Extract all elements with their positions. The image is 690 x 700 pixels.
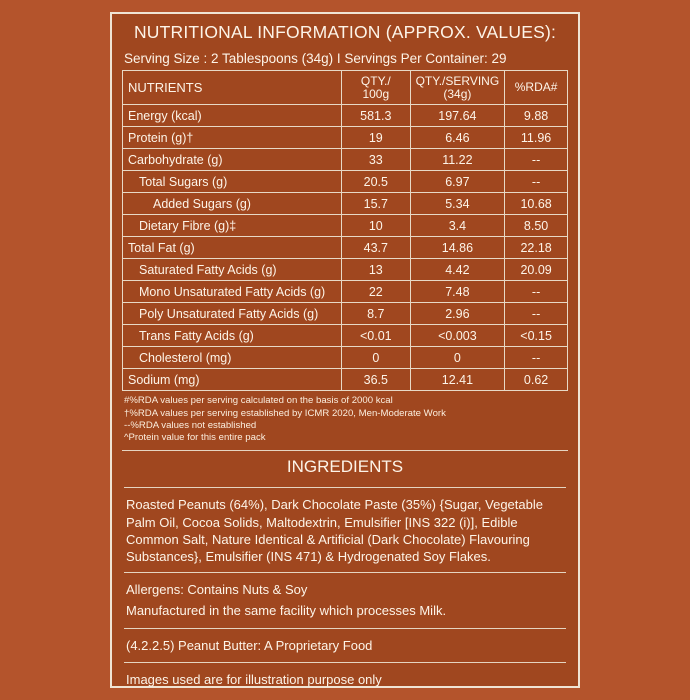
footnote-protein-pack: ^Protein value for this entire pack — [124, 432, 266, 444]
column-header-qty-100g: QTY./ 100g — [342, 71, 411, 105]
cell-qty-serving: 0 — [410, 347, 505, 369]
cell-qty-serving: 2.96 — [410, 303, 505, 325]
cell-rda: 20.09 — [505, 259, 568, 281]
cell-rda: 10.68 — [505, 193, 568, 215]
cell-qty-100g: 8.7 — [342, 303, 411, 325]
cell-rda: -- — [505, 281, 568, 303]
serving-size-text: Serving Size : 2 Tablespoons (34g) I Servings Per Container: 29 — [124, 51, 507, 66]
cell-qty-100g: 22 — [342, 281, 411, 303]
cell-nutrient-name: Saturated Fatty Acids (g) — [123, 259, 342, 281]
cell-qty-serving: 7.48 — [410, 281, 505, 303]
table-row — [123, 281, 568, 303]
table-row — [123, 237, 568, 259]
cell-nutrient-name: Sodium (mg) — [123, 369, 342, 391]
divider-disclaimer — [124, 662, 566, 663]
column-header-qty-serving: QTY./SERVING (34g) — [410, 71, 505, 105]
cell-rda: 9.88 — [505, 105, 568, 127]
table-row — [123, 127, 568, 149]
footnotes — [112, 391, 578, 446]
cell-qty-100g: 33 — [342, 149, 411, 171]
column-header-rda: %RDA# — [505, 71, 568, 105]
cell-nutrient-name: Mono Unsaturated Fatty Acids (g) — [123, 281, 342, 303]
cell-qty-serving: 11.22 — [410, 149, 505, 171]
nutrition-table-body — [123, 105, 568, 391]
table-row — [123, 259, 568, 281]
table-row — [123, 369, 568, 391]
cell-qty-serving: 4.42 — [410, 259, 505, 281]
cell-nutrient-name: Energy (kcal) — [123, 105, 342, 127]
cell-nutrient-name: Total Sugars (g) — [123, 171, 342, 193]
cell-qty-serving: <0.003 — [410, 325, 505, 347]
cell-nutrient-name: Total Fat (g) — [123, 237, 342, 259]
table-row — [123, 325, 568, 347]
table-row — [123, 215, 568, 237]
cell-nutrient-name: Trans Fatty Acids (g) — [123, 325, 342, 347]
cell-rda: 11.96 — [505, 127, 568, 149]
divider-top — [124, 487, 566, 488]
cell-qty-100g: 0 — [342, 347, 411, 369]
allergens-line-2: Manufactured in the same facility which processes Milk. — [126, 603, 447, 619]
cell-nutrient-name: Dietary Fibre (g)‡ — [123, 215, 342, 237]
cell-nutrient-name: Added Sugars (g) — [123, 193, 342, 215]
ingredients-heading: INGREDIENTS — [122, 450, 568, 481]
table-row — [123, 193, 568, 215]
allergens-line-1: Allergens: Contains Nuts & Soy — [126, 581, 308, 597]
cell-nutrient-name: Carbohydrate (g) — [123, 149, 342, 171]
cell-qty-serving: 3.4 — [410, 215, 505, 237]
footnote-rda-basis: #%RDA values per serving calculated on the basis of 2000 kcal — [124, 395, 393, 407]
cell-qty-serving: 6.46 — [410, 127, 505, 149]
cell-nutrient-name: Cholesterol (mg) — [123, 347, 342, 369]
cell-nutrient-name: Protein (g)† — [123, 127, 342, 149]
cell-qty-serving: 6.97 — [410, 171, 505, 193]
cell-qty-100g: 581.3 — [342, 105, 411, 127]
product-category: (4.2.2.5) Peanut Butter: A Proprietary Food — [126, 637, 373, 653]
table-row — [123, 347, 568, 369]
table-row — [123, 105, 568, 127]
cell-rda: 22.18 — [505, 237, 568, 259]
table-row — [123, 171, 568, 193]
cell-rda: -- — [505, 303, 568, 325]
cell-qty-serving: 12.41 — [410, 369, 505, 391]
table-row — [123, 149, 568, 171]
column-header-nutrients: NUTRIENTS — [123, 71, 342, 105]
divider-category — [124, 628, 566, 629]
cell-rda: 0.62 — [505, 369, 568, 391]
cell-qty-100g: 43.7 — [342, 237, 411, 259]
cell-nutrient-name: Poly Unsaturated Fatty Acids (g) — [123, 303, 342, 325]
cell-rda: <0.15 — [505, 325, 568, 347]
nutrition-table — [122, 70, 568, 391]
cell-rda: 8.50 — [505, 215, 568, 237]
image-disclaimer: Images used are for illustration purpose only — [126, 672, 382, 688]
table-header-row — [123, 71, 568, 105]
ingredients-text: Roasted Peanuts (64%), Dark Chocolate Paste (35%) {Sugar, Vegetable Palm Oil, Cocoa Solids, Maltodextrin, Emulsifier [INS 322 (i)], Edible Common Salt, Nature Identical & Artificial (Dark Chocolate) Flavouring Substances}, Emulsifier (INS 471) & Hydrogenated Soy Flakes. — [126, 497, 543, 565]
cell-qty-100g: 13 — [342, 259, 411, 281]
table-row — [123, 303, 568, 325]
cell-rda: -- — [505, 347, 568, 369]
cell-rda: -- — [505, 149, 568, 171]
cell-qty-100g: 15.7 — [342, 193, 411, 215]
cell-qty-100g: <0.01 — [342, 325, 411, 347]
divider-allergens — [124, 572, 566, 573]
footnote-not-established: --%RDA values not established — [124, 419, 257, 431]
cell-qty-serving: 5.34 — [410, 193, 505, 215]
cell-qty-100g: 10 — [342, 215, 411, 237]
cell-rda: -- — [505, 171, 568, 193]
nutrition-label-panel — [110, 12, 580, 688]
cell-qty-100g: 20.5 — [342, 171, 411, 193]
cell-qty-100g: 19 — [342, 127, 411, 149]
page-title: NUTRITIONAL INFORMATION (APPROX. VALUES): — [133, 22, 557, 42]
cell-qty-serving: 197.64 — [410, 105, 505, 127]
cell-qty-100g: 36.5 — [342, 369, 411, 391]
footnote-icmr: †%RDA values per serving established by ICMR 2020, Men-Moderate Work — [124, 407, 446, 419]
cell-qty-serving: 14.86 — [410, 237, 505, 259]
